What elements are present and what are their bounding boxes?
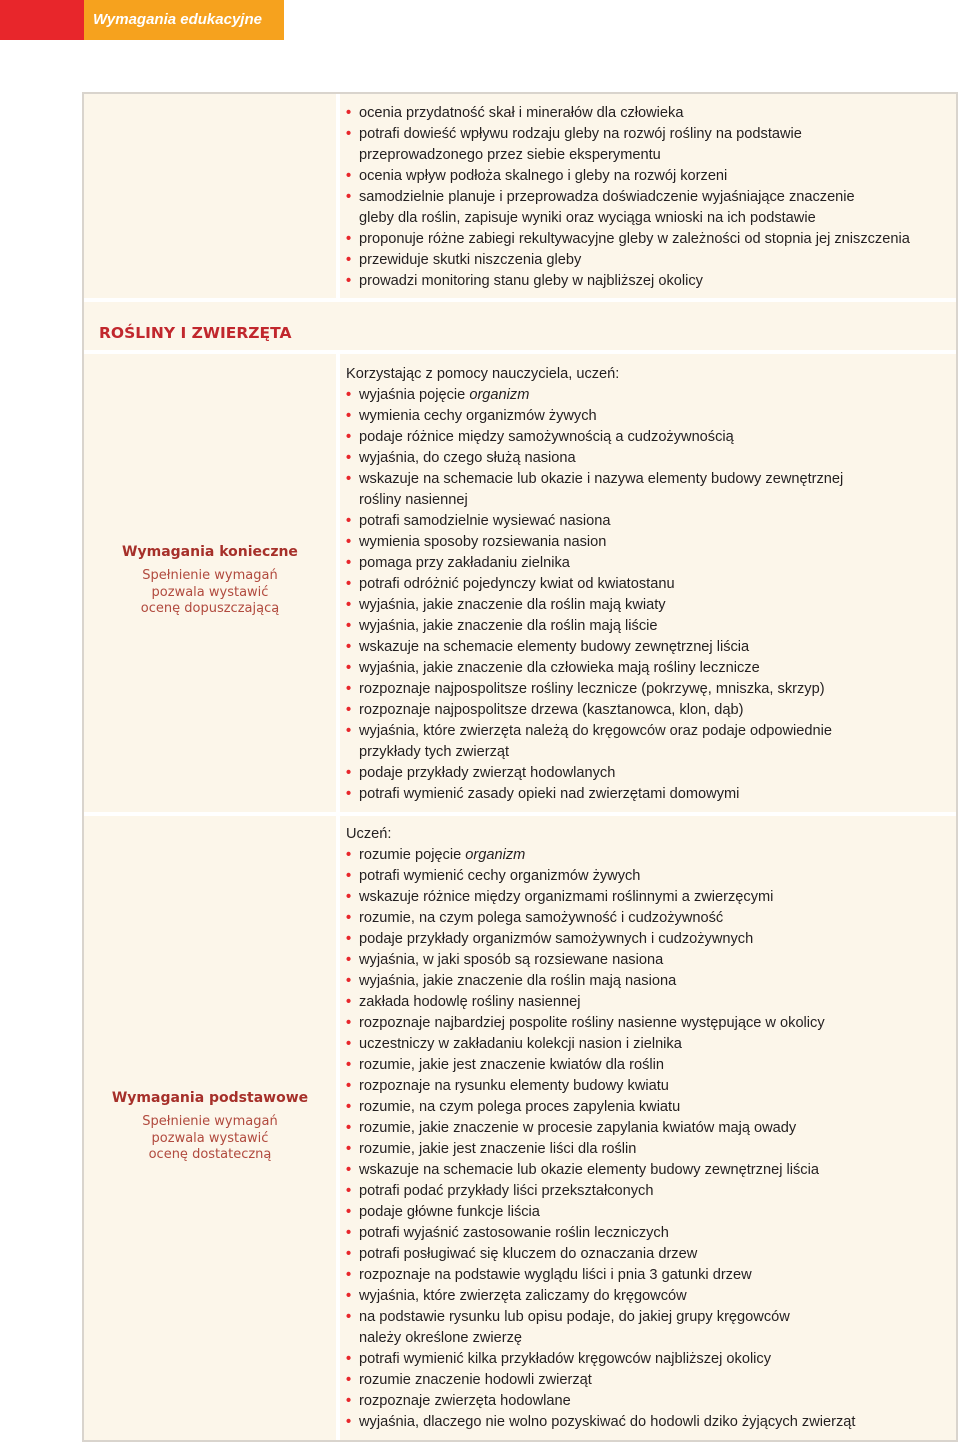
bullet-icon: • [346, 1351, 352, 1367]
list-item-line [359, 742, 948, 763]
list-item [346, 887, 948, 908]
list-item-text: należy określone zwierzę [359, 1330, 523, 1346]
requirements-table [82, 92, 958, 1442]
list-item-text: rozpoznaje na podstawie wyglądu liści i pnia 3 gatunki drzew [359, 1267, 752, 1283]
bullet-icon: • [346, 889, 352, 905]
list-item-text: wskazuje na schemacie lub okazie elementy budowy zewnętrznej liścia [359, 1162, 819, 1178]
list-item-text: wyjaśnia, jakie znaczenie dla roślin mają liście [359, 618, 658, 634]
bullet-icon: • [346, 1267, 352, 1283]
list-item-text: potrafi wyjaśnić zastosowanie roślin leczniczych [359, 1225, 669, 1241]
list-item [346, 1391, 948, 1412]
section-title: ROŚLINY I ZWIERZĘTA [99, 324, 292, 342]
list-item-line [359, 448, 948, 469]
list-item-line [359, 103, 948, 124]
list-item-text: wyjaśnia, które zwierzęta należą do kręgowców oraz podaje odpowiednie [359, 723, 832, 739]
list-item-line [359, 658, 948, 679]
list-item [346, 1223, 948, 1244]
bullet-icon: • [346, 723, 352, 739]
list-item-text: ocenia przydatność skał i minerałów dla człowieka [359, 105, 684, 121]
podstawowe-intro: Uczeń: [346, 826, 392, 842]
konieczne-desc [84, 568, 336, 618]
list-item-line [359, 971, 948, 992]
list-item-line [359, 1328, 948, 1349]
list-item-text: samodzielnie planuje i przeprowadza doświadczenie wyjaśniające znaczenie [359, 189, 855, 205]
list-item [346, 1349, 948, 1370]
list-item-text: wyjaśnia, jakie znaczenie dla roślin mają nasiona [359, 973, 677, 989]
list-item-text: rozpoznaje najbardziej pospolite rośliny nasienne występujące w okolicy [359, 1015, 825, 1031]
podstawowe-title: Wymagania podstawowe [111, 1090, 309, 1106]
list-item-text: wyjaśnia, do czego służą nasiona [359, 450, 576, 466]
list-item [346, 950, 948, 971]
list-item [346, 616, 948, 637]
list-item-line [359, 187, 948, 208]
bullet-icon: • [346, 1141, 352, 1157]
list-item-line [359, 208, 948, 229]
bullet-icon: • [346, 847, 352, 863]
list-item-text: rozpoznaje na rysunku elementy budowy kwiatu [359, 1078, 669, 1094]
list-item-text: podaje główne funkcje liścia [359, 1204, 540, 1220]
podstawowe-desc-line: pozwala wystawić [151, 1130, 269, 1146]
list-item [346, 1265, 948, 1286]
list-item [346, 637, 948, 658]
list-item-text: na podstawie rysunku lub opisu podaje, do jakiej grupy kręgowców [359, 1309, 790, 1325]
bullet-icon: • [346, 105, 352, 121]
podstawowe-level [84, 1090, 336, 1164]
list-item-line [359, 763, 948, 784]
list-item [346, 1097, 948, 1118]
bullet-icon: • [346, 639, 352, 655]
list-item [346, 229, 948, 250]
list-item-line [359, 166, 948, 187]
bullet-icon: • [346, 1015, 352, 1031]
bullet-icon: • [346, 1036, 352, 1052]
list-item-line [359, 784, 948, 805]
list-item-line [359, 616, 948, 637]
list-item [346, 1076, 948, 1097]
list-item-text: potrafi wymienić cechy organizmów żywych [359, 868, 641, 884]
list-item-text: zakłada hodowlę rośliny nasiennej [359, 994, 581, 1010]
list-item-text: rozumie, na czym polega proces zapylenia kwiatu [359, 1099, 681, 1115]
list-item [346, 1139, 948, 1160]
podstawowe-desc [84, 1114, 336, 1164]
list-item-text: wyjaśnia, jakie znaczenie dla roślin mają kwiaty [359, 597, 666, 613]
bullet-icon: • [346, 471, 352, 487]
bullet-icon: • [346, 994, 352, 1010]
list-item-line [359, 929, 948, 950]
list-item-line [359, 1244, 948, 1265]
bullet-icon: • [346, 513, 352, 529]
list-item [346, 406, 948, 427]
list-item-line [359, 250, 948, 271]
emphasized-term: organizm [469, 387, 530, 403]
top-list [346, 103, 948, 292]
list-item-line [359, 145, 948, 166]
bullet-icon: • [346, 1288, 352, 1304]
list-item-line [359, 1286, 948, 1307]
list-item [346, 469, 948, 511]
list-item-text: gleby dla roślin, zapisuje wyniki oraz wyciąga wnioski na ich podstawie [359, 210, 816, 226]
konieczne-desc-line: ocenę dopuszczającą [140, 601, 280, 616]
bullet-icon: • [346, 1309, 352, 1325]
bullet-icon: • [346, 1120, 352, 1136]
list-item-text: potrafi posługiwać się kluczem do oznaczania drzew [359, 1246, 698, 1262]
bullet-icon: • [346, 126, 352, 142]
list-item [346, 679, 948, 700]
konieczne-list [346, 364, 948, 805]
list-item [346, 1244, 948, 1265]
list-item [346, 1034, 948, 1055]
list-item-line [359, 1223, 948, 1244]
list-item-line [359, 385, 948, 406]
bullet-icon: • [346, 576, 352, 592]
list-item-text: wyjaśnia pojęcie [359, 387, 470, 403]
list-item-line [359, 992, 948, 1013]
konieczne-intro: Korzystając z pomocy nauczyciela, uczeń: [346, 366, 620, 382]
bullet-icon: • [346, 534, 352, 550]
list-item [346, 1055, 948, 1076]
list-item [346, 866, 948, 887]
list-item-text: potrafi podać przykłady liści przekształconych [359, 1183, 654, 1199]
list-item-line [359, 427, 948, 448]
list-item [346, 784, 948, 805]
podstawowe-desc-line: Spełnienie wymagań [142, 1114, 278, 1129]
bullet-icon: • [346, 1225, 352, 1241]
bullet-icon: • [346, 597, 352, 613]
list-item-text: rozumie pojęcie [359, 847, 466, 863]
list-item [346, 658, 948, 679]
list-item-line [359, 1055, 948, 1076]
bullet-icon: • [346, 555, 352, 571]
list-item-text: wymienia sposoby rozsiewania nasion [359, 534, 607, 550]
list-item-text: proponuje różne zabiegi rekultywacyjne gleby w zależności od stopnia jej zniszczenia [359, 231, 910, 247]
list-item-text: wskazuje różnice między organizmami roślinnymi a zwierzęcymi [359, 889, 774, 905]
list-item-line [359, 1265, 948, 1286]
list-item-text: wyjaśnia, w jaki sposób są rozsiewane nasiona [359, 952, 664, 968]
bullet-icon: • [346, 952, 352, 968]
bullet-icon: • [346, 273, 352, 289]
list-item-text: potrafi odróżnić pojedynczy kwiat od kwiatostanu [359, 576, 675, 592]
list-item-line [359, 679, 948, 700]
list-item-line [359, 595, 948, 616]
bullet-icon: • [346, 1099, 352, 1115]
list-item-text: rozpoznaje zwierzęta hodowlane [359, 1393, 571, 1409]
bullet-icon: • [346, 786, 352, 802]
list-item [346, 845, 948, 866]
section-header-cell [84, 302, 956, 350]
list-item [346, 1202, 948, 1223]
konieczne-level [84, 544, 336, 618]
list-item [346, 1160, 948, 1181]
list-item-text: przeprowadzonego przez siebie eksperymentu [359, 147, 661, 163]
bullet-icon: • [346, 702, 352, 718]
list-item-text: przewiduje skutki niszczenia gleby [359, 252, 582, 268]
list-item [346, 1412, 948, 1433]
list-item [346, 124, 948, 166]
list-item-text: rozumie, na czym polega samożywność i cudzożywność [359, 910, 724, 926]
list-item-text: przykłady tych zwierząt [359, 744, 510, 760]
list-item [346, 511, 948, 532]
list-item-text: potrafi wymienić zasady opieki nad zwierzętami domowymi [359, 786, 740, 802]
list-item-text: potrafi dowieść wpływu rodzaju gleby na rozwój rośliny na podstawie [359, 126, 802, 142]
bullet-icon: • [346, 1414, 352, 1430]
bullet-icon: • [346, 973, 352, 989]
list-item-line [359, 490, 948, 511]
list-item-line [359, 721, 948, 742]
list-item-text: pomaga przy zakładaniu zielnika [359, 555, 570, 571]
list-item [346, 250, 948, 271]
list-item-text: rozumie, jakie jest znaczenie kwiatów dla roślin [359, 1057, 664, 1073]
list-item-line [359, 1160, 948, 1181]
list-item-line [359, 887, 948, 908]
konieczne-left-cell [84, 354, 336, 812]
list-item [346, 700, 948, 721]
list-item [346, 385, 948, 406]
list-item [346, 1307, 948, 1349]
list-item-line [359, 1139, 948, 1160]
header-tab-label: Wymagania edukacyjne [93, 11, 262, 28]
list-item [346, 103, 948, 124]
list-item-line [359, 1202, 948, 1223]
list-item-line [359, 532, 948, 553]
podstawowe-list [346, 824, 948, 1433]
bullet-icon: • [346, 450, 352, 466]
bullet-icon: • [346, 910, 352, 926]
bullet-icon: • [346, 1057, 352, 1073]
konieczne-right-cell [340, 354, 956, 812]
list-item-line [359, 1181, 948, 1202]
bullet-icon: • [346, 1183, 352, 1199]
list-item-text: rozpoznaje najpospolitsze rośliny lecznicze (pokrzywę, mniszka, skrzyp) [359, 681, 825, 697]
list-item [346, 1370, 948, 1391]
list-item-line [359, 271, 948, 292]
bullet-icon: • [346, 429, 352, 445]
konieczne-title: Wymagania konieczne [122, 544, 298, 560]
podstawowe-desc-line: ocenę dostateczną [148, 1147, 272, 1162]
list-item-text: podaje różnice między samożywnością a cudzożywnością [359, 429, 734, 445]
bullet-icon: • [346, 1162, 352, 1178]
bullet-icon: • [346, 931, 352, 947]
list-item-line [359, 1076, 948, 1097]
list-item-line [359, 469, 948, 490]
list-item-text: rozumie, jakie jest znaczenie liści dla roślin [359, 1141, 637, 1157]
bullet-icon: • [346, 231, 352, 247]
bullet-icon: • [346, 1393, 352, 1409]
list-item-line [359, 406, 948, 427]
list-item-line [359, 574, 948, 595]
konieczne-desc-line: Spełnienie wymagań [142, 568, 278, 583]
list-item [346, 187, 948, 229]
list-item [346, 574, 948, 595]
top-left-cell [84, 94, 336, 298]
bullet-icon: • [346, 1372, 352, 1388]
list-item [346, 553, 948, 574]
list-item-text: ocenia wpływ podłoża skalnego i gleby na rozwój korzeni [359, 168, 728, 184]
list-item-text: wyjaśnia, które zwierzęta zaliczamy do kręgowców [359, 1288, 687, 1304]
list-item-text: wyjaśnia, dlaczego nie wolno pozyskiwać do hodowli dziko żyjących zwierząt [359, 1414, 856, 1430]
list-item-text: prowadzi monitoring stanu gleby w najbliższej okolicy [359, 273, 703, 289]
header-tab [84, 0, 284, 40]
podstawowe-right-cell [340, 816, 956, 1440]
bullet-icon: • [346, 618, 352, 634]
podstawowe-left-cell [84, 816, 336, 1440]
list-item [346, 1286, 948, 1307]
bullet-icon: • [346, 1246, 352, 1262]
list-item-line [359, 1412, 948, 1433]
list-item-text: wyjaśnia, jakie znaczenie dla człowieka mają rośliny lecznicze [359, 660, 760, 676]
list-item-line [359, 511, 948, 532]
list-item-line [359, 1307, 948, 1328]
list-item [346, 271, 948, 292]
list-item [346, 992, 948, 1013]
bullet-icon: • [346, 252, 352, 268]
list-item-line [359, 124, 948, 145]
bullet-icon: • [346, 765, 352, 781]
list-item [346, 1181, 948, 1202]
list-item-text: podaje przykłady organizmów samożywnych i cudzożywnych [359, 931, 754, 947]
list-item-line [359, 845, 948, 866]
bullet-icon: • [346, 660, 352, 676]
list-item [346, 1013, 948, 1034]
bullet-icon: • [346, 387, 352, 403]
list-item-line [359, 866, 948, 887]
list-item-line [359, 637, 948, 658]
list-item-line [359, 1118, 948, 1139]
list-item-text: rośliny nasiennej [359, 492, 468, 508]
list-item-text: rozumie znaczenie hodowli zwierząt [359, 1372, 592, 1388]
list-item-text: wymienia cechy organizmów żywych [359, 408, 597, 424]
list-item [346, 1118, 948, 1139]
list-item [346, 763, 948, 784]
list-item-line [359, 700, 948, 721]
list-item [346, 908, 948, 929]
list-item-line [359, 1370, 948, 1391]
bullet-icon: • [346, 1204, 352, 1220]
list-item-line [359, 1391, 948, 1412]
bullet-icon: • [346, 168, 352, 184]
list-item-text: wskazuje na schemacie lub okazie i nazywa elementy budowy zewnętrznej [359, 471, 844, 487]
bullet-icon: • [346, 681, 352, 697]
list-item-text: podaje przykłady zwierząt hodowlanych [359, 765, 616, 781]
list-item-line [359, 950, 948, 971]
list-item-text: rozumie, jakie znaczenie w procesie zapylania kwiatów mają owady [359, 1120, 797, 1136]
list-item-line [359, 908, 948, 929]
list-item-line [359, 1097, 948, 1118]
list-item-line [359, 1034, 948, 1055]
list-item [346, 595, 948, 616]
list-item [346, 721, 948, 763]
list-item [346, 166, 948, 187]
list-item-line [359, 553, 948, 574]
top-right-cell [340, 94, 956, 298]
bullet-icon: • [346, 868, 352, 884]
list-item-text: wskazuje na schemacie elementy budowy zewnętrznej liścia [359, 639, 750, 655]
konieczne-desc-line: pozwala wystawić [151, 584, 269, 600]
list-item [346, 532, 948, 553]
list-item [346, 427, 948, 448]
list-item-text: uczestniczy w zakładaniu kolekcji nasion i zielnika [359, 1036, 682, 1052]
header-red-bar [0, 0, 84, 40]
list-item-line [359, 229, 948, 250]
list-item-line [359, 1349, 948, 1370]
list-item [346, 929, 948, 950]
bullet-icon: • [346, 1078, 352, 1094]
list-item [346, 971, 948, 992]
list-item-line [359, 1013, 948, 1034]
list-item [346, 448, 948, 469]
list-item-text: potrafi wymienić kilka przykładów kręgowców najbliższej okolicy [359, 1351, 772, 1367]
list-item-text: potrafi samodzielnie wysiewać nasiona [359, 513, 611, 529]
emphasized-term: organizm [465, 847, 526, 863]
bullet-icon: • [346, 189, 352, 205]
bullet-icon: • [346, 408, 352, 424]
list-item-text: rozpoznaje najpospolitsze drzewa (kasztanowca, klon, dąb) [359, 702, 744, 718]
